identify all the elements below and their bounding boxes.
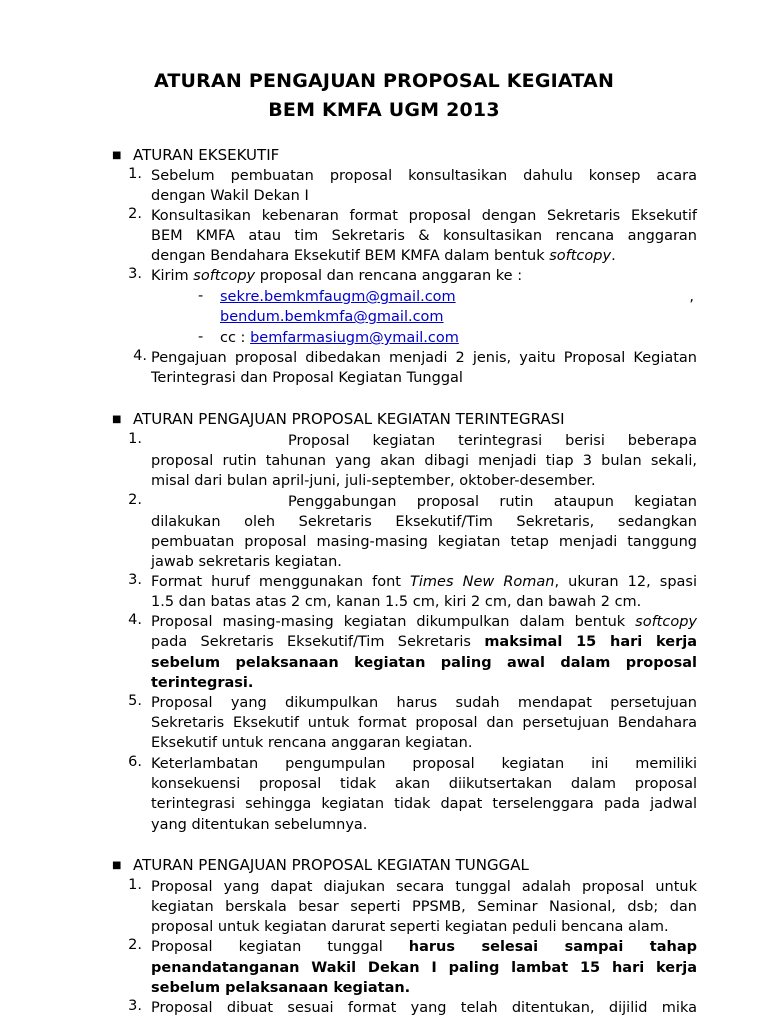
list-item-text: sebelum pelaksanaan kegiatan.: [151, 980, 411, 996]
list-item-text: Sebelum pembuatan proposal konsultasikan dahulu konsep acara: [151, 168, 697, 184]
list-number: 3.: [128, 998, 142, 1014]
list-item-text: dilakukan oleh Sekretaris Eksekutif/Tim Sekretaris, sedangkan: [151, 514, 697, 530]
list-item-text: Terintegrasi dan Proposal Kegiatan Tunggal: [151, 370, 463, 386]
list-item-text: Proposal yang dapat diajukan secara tunggal adalah proposal untuk: [151, 879, 697, 895]
list-number: 5.: [128, 693, 142, 709]
list-item-text: 1.5 dan batas atas 2 cm, kanan 1.5 cm, kiri 2 cm, dan bawah 2 cm.: [151, 594, 642, 610]
document-title-line-2: BEM KMFA UGM 2013: [268, 99, 500, 121]
list-item-text: Proposal kegiatan tunggal harus selesai sampai tahap: [151, 939, 697, 955]
list-item-text: Proposal masing-masing kegiatan dikumpulkan dalam bentuk softcopy: [151, 614, 697, 630]
email-link-bendum[interactable]: bendum.bemkmfa@gmail.com: [220, 309, 444, 325]
list-number: 1.: [128, 877, 142, 893]
list-number: 2.: [128, 937, 142, 953]
list-item-text: penandatanganan Wakil Dekan I paling lambat 15 hari kerja: [151, 960, 697, 976]
list-item-text: terintegrasi.: [151, 675, 254, 691]
dash-bullet: -: [198, 288, 204, 304]
list-number: 2.: [128, 492, 142, 508]
list-item-text: kegiatan berskala besar seperti PPSMB, Seminar Nasional, dsb; dan: [151, 899, 697, 915]
email-link-bemfarmasi[interactable]: bemfarmasiugm@ymail.com: [250, 330, 459, 346]
list-item-text: dengan Bendahara Eksekutif BEM KMFA dalam bentuk softcopy.: [151, 248, 616, 264]
list-item-text: Proposal yang dikumpulkan harus sudah mendapat persetujuan: [151, 695, 697, 711]
list-item-text: proposal untuk kegiatan darurat seperti kegiatan peduli bencana alam.: [151, 919, 669, 935]
list-number: 2.: [128, 206, 142, 222]
square-bullet-icon: ■: [112, 860, 122, 871]
list-item-text: Format huruf menggunakan font Times New Roman, ukuran 12, spasi: [151, 574, 697, 590]
section-heading-terintegrasi: ■ ATURAN PENGAJUAN PROPOSAL KEGIATAN TERINTEGRASI: [112, 410, 565, 428]
list-number: 3.: [128, 266, 142, 282]
list-item-text: Sekretaris Eksekutif untuk format proposal dan persetujuan Bendahara: [151, 715, 697, 731]
list-item-text: jawab sekretaris kegiatan.: [151, 554, 342, 570]
document-title-line-1: ATURAN PENGAJUAN PROPOSAL KEGIATAN: [153, 70, 615, 92]
square-bullet-icon: ■: [112, 414, 122, 425]
email-link-sekre[interactable]: sekre.bemkmfaugm@gmail.com: [220, 289, 456, 305]
list-number: 3.: [128, 572, 142, 588]
list-item-text: Keterlambatan pengumpulan proposal kegiatan ini memiliki: [151, 756, 697, 772]
list-item-text: Penggabungan proposal rutin ataupun kegiatan: [288, 494, 697, 510]
list-item-text: Kirim softcopy proposal dan rencana anggaran ke :: [151, 268, 523, 284]
list-item-text: misal dari bulan april-juni, juli-september, oktober-desember.: [151, 473, 596, 489]
square-bullet-icon: ■: [112, 150, 122, 161]
list-item-text: yang ditentukan sebelumnya.: [151, 817, 368, 833]
list-number: 4.: [133, 348, 147, 364]
list-item-text: Pengajuan proposal dibedakan menjadi 2 jenis, yaitu Proposal Kegiatan: [151, 350, 697, 366]
email-line: [220, 307, 698, 327]
list-number: 1.: [128, 166, 142, 182]
list-item-text: konsekuensi proposal tidak akan diikutsertakan dalam proposal: [151, 776, 697, 792]
list-item-text: Proposal dibuat sesuai format yang telah ditentukan, dijilid mika: [151, 1000, 697, 1016]
section-heading-eksekutif: ■ ATURAN EKSEKUTIF: [112, 146, 280, 164]
list-item-text: sebelum pelaksanaan kegiatan paling awal dalam proposal: [151, 655, 697, 671]
dash-bullet: -: [198, 329, 204, 345]
list-item-text: Konsultasikan kebenaran format proposal dengan Sekretaris Eksekutif: [151, 208, 697, 224]
email-line: sekre.bemkmfaugm@gmail.com ,: [220, 289, 694, 305]
list-number: 4.: [128, 612, 142, 628]
list-item-text: pada Sekretaris Eksekutif/Tim Sekretaris maksimal 15 hari kerja: [151, 634, 697, 650]
list-item-text: dengan Wakil Dekan I: [151, 188, 309, 204]
section-heading-tunggal: ■ ATURAN PENGAJUAN PROPOSAL KEGIATAN TUNGGAL: [112, 856, 529, 874]
list-item-text: BEM KMFA atau tim Sekretaris & konsultasikan rencana anggaran: [151, 228, 697, 244]
list-number: 6.: [128, 754, 142, 770]
list-item-text: Eksekutif untuk rencana anggaran kegiatan.: [151, 735, 473, 751]
list-item-text: pembuatan proposal masing-masing kegiatan tetap menjadi tanggung: [151, 534, 697, 550]
email-line: cc : bemfarmasiugm@ymail.com: [220, 330, 459, 346]
list-item-text: terintegrasi sehingga kegiatan tidak dapat terselenggara pada jadwal: [151, 796, 697, 812]
list-item-text: Proposal kegiatan terintegrasi berisi beberapa: [288, 433, 697, 449]
list-item-text: proposal rutin tahunan yang akan dibagi menjadi tiap 3 bulan sekali,: [151, 453, 697, 469]
list-number: 1.: [128, 431, 142, 447]
